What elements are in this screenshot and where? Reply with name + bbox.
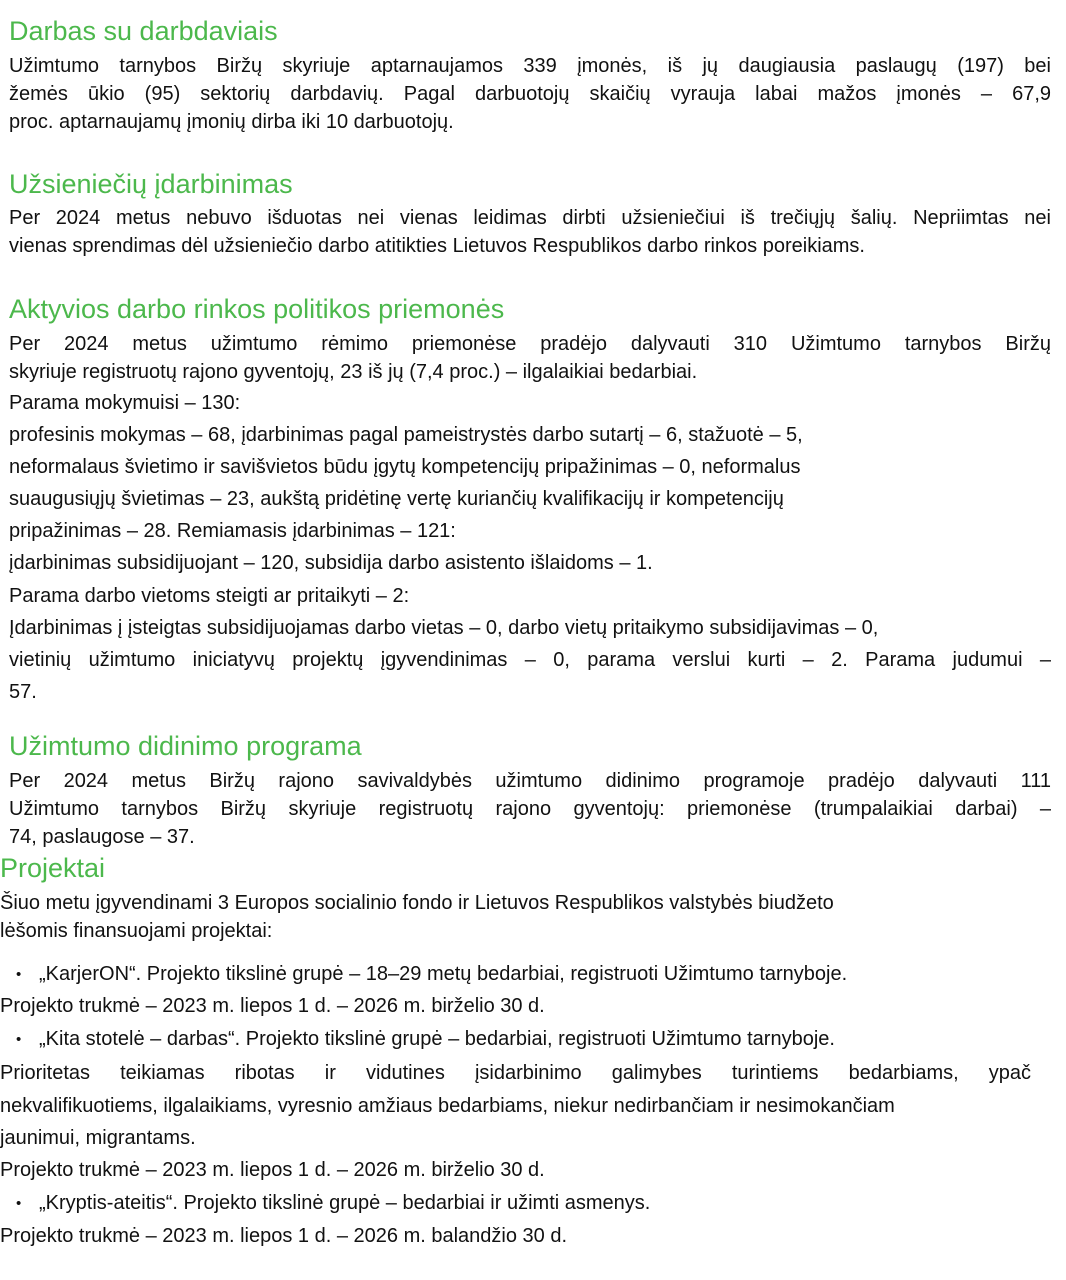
project-title: „KarjerON“. Projekto tikslinė grupė – 18–29 metų bedarbiai, registruoti Užimtumo tarnyboje. [39,963,848,985]
project-duration: Projekto trukmė – 2023 m. liepos 1 d. – 2026 m. birželio 30 d. [0,1159,545,1181]
program-line: Per 2024 metus Biržų rajono savivaldybės užimtumo didinimo programoje pradėjo dalyvauti 111 [9,770,1051,792]
active-measures-line: Per 2024 metus užimtumo rėmimo priemonėse pradėjo dalyvauti 310 Užimtumo tarnybos Biržų [9,333,1051,355]
heading-projects: Projektai [0,853,106,883]
bullet-icon: • [16,966,22,983]
active-measures-line: neformalaus švietimo ir savišvietos būdu įgytų kompetencijų pripažinimas – 0, neformalus [9,456,801,478]
program-line: Užimtumo tarnybos Biržų skyriuje registruotų rajono gyventojų: priemonėse (trumpalaikiai darbai) – [9,798,1051,820]
active-measures-line: Įdarbinimas į įsteigtas subsidijuojamas darbo vietas – 0, darbo vietų pritaikymo subsidijavimas – 0, [9,617,879,639]
bullet-icon: • [16,1195,22,1212]
employers-line: Užimtumo tarnybos Biržų skyriuje aptarnaujamos 339 įmonės, iš jų daugiausia paslaugų (197) bei [9,55,1051,77]
active-measures-line: vietinių užimtumo iniciatyvų projektų įgyvendinimas – 0, parama verslui kurti – 2. Parama judumui – [9,649,1051,671]
heading-employers: Darbas su darbdaviais [9,16,278,46]
project-duration: Projekto trukmė – 2023 m. liepos 1 d. – 2026 m. balandžio 30 d. [0,1225,568,1247]
foreigners-line: Per 2024 metus nebuvo išduotas nei vienas leidimas dirbti užsieniečiui iš trečiųjų šalių. Nepriimtas nei [9,207,1051,229]
project-detail-line: Prioritetas teikiamas ribotas ir vidutines įsidarbinimo galimybes turintiems bedarbiams, ypač [0,1062,1031,1084]
active-measures-line: suaugusiųjų švietimas – 23, aukštą pridėtinę vertę kuriančių kvalifikacijų ir kompetencijų [9,488,784,510]
heading-program: Užimtumo didinimo programa [9,731,362,761]
active-measures-line: Parama mokymuisi – 130: [9,392,241,414]
project-title: „Kryptis-ateitis“. Projekto tikslinė grupė – bedarbiai ir užimti asmenys. [39,1192,651,1214]
heading-active-measures: Aktyvios darbo rinkos politikos priemonės [9,294,505,324]
employers-line: žemės ūkio (95) sektorių darbdavių. Pagal darbuotojų skaičių vyrauja labai mažos įmonės – 67,9 [9,83,1051,105]
project-detail-line: jaunimui, migrantams. [0,1127,196,1149]
bullet-icon: • [16,1031,22,1048]
active-measures-line: 57. [9,681,37,703]
projects-intro-line: lėšomis finansuojami projektai: [0,920,273,942]
program-line: 74, paslaugose – 37. [9,826,195,848]
active-measures-line: skyriuje registruotų rajono gyventojų, 23 iš jų (7,4 proc.) – ilgalaikiai bedarbiai. [9,361,698,383]
heading-foreigners: Užsieniečių įdarbinimas [9,169,293,199]
active-measures-line: profesinis mokymas – 68, įdarbinimas pagal pameistrystės darbo sutartį – 6, stažuotė – 5, [9,424,803,446]
projects-intro-line: Šiuo metu įgyvendinami 3 Europos socialinio fondo ir Lietuvos Respublikos valstybės biudžeto [0,892,834,914]
active-measures-line: įdarbinimas subsidijuojant – 120, subsidija darbo asistento išlaidoms – 1. [9,552,653,574]
active-measures-line: pripažinimas – 28. Remiamasis įdarbinimas – 121: [9,520,456,542]
project-title: „Kita stotelė – darbas“. Projekto tikslinė grupė – bedarbiai, registruoti Užimtumo tarnyboje. [39,1028,835,1050]
foreigners-line: vienas sprendimas dėl užsieniečio darbo atitikties Lietuvos Respublikos darbo rinkos poreikiams. [9,235,865,257]
project-detail-line: nekvalifikuotiems, ilgalaikiams, vyresnio amžiaus bedarbiams, niekur nedirbančiam ir nesimokančiam [0,1095,895,1117]
active-measures-line: Parama darbo vietoms steigti ar pritaikyti – 2: [9,585,410,607]
employers-line: proc. aptarnaujamų įmonių dirba iki 10 darbuotojų. [9,111,454,133]
project-duration: Projekto trukmė – 2023 m. liepos 1 d. – 2026 m. birželio 30 d. [0,995,545,1017]
